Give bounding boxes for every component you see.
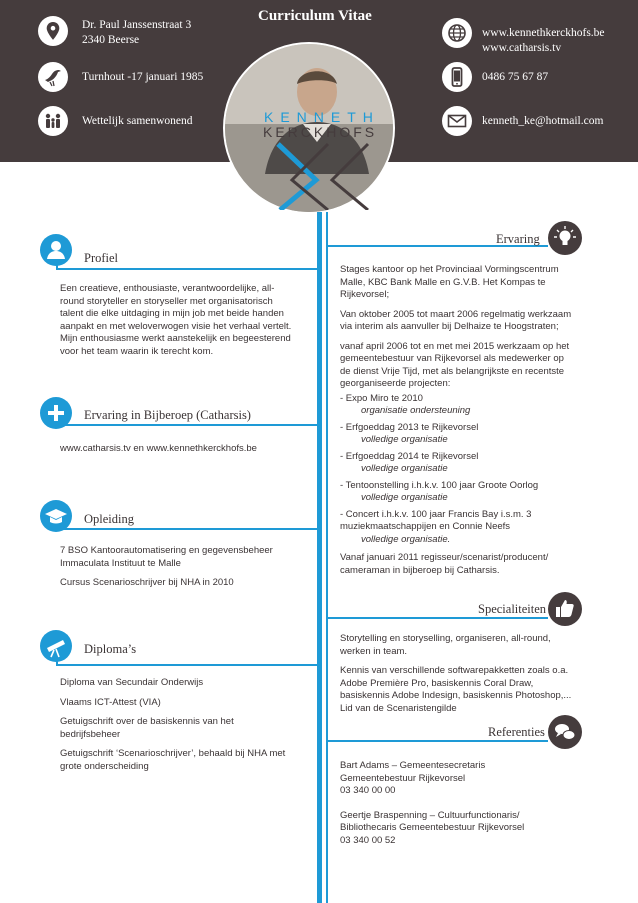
stork-icon — [38, 62, 68, 92]
profiel-text: Een creatieve, enthousiaste, verantwoordelijke, all-round storyteller en storyseller met organisatorisch talent die elke uitdaging in mijn job met beide handen aanpakt en met weloverwogen visie het verhaal vertelt. Mijn enthousiasme werkt aanstekelijk en begeesterend voor het team waarin ik terecht kom. — [60, 283, 292, 357]
address-line2: 2340 Beerse — [82, 34, 140, 46]
opleiding-line2: Cursus Scenarioschrijver bij NHA in 2010 — [60, 577, 234, 588]
birth-info: Turnhout -17 januari 1985 — [82, 71, 204, 83]
section-title-referenties: Referenties — [488, 725, 545, 739]
project-item — [340, 509, 576, 547]
mail-icon — [442, 106, 472, 136]
project-item — [340, 451, 576, 476]
globe-icon — [442, 18, 472, 48]
specialiteiten-text — [340, 633, 576, 722]
plus-icon — [40, 397, 72, 429]
thumbs-up-icon — [548, 592, 582, 626]
email-address[interactable]: kenneth_ke@hotmail.com — [482, 115, 604, 127]
diplomas-list — [60, 677, 296, 780]
project-item — [340, 422, 576, 447]
specialiteiten-p2: Kennis van verschillende softwarepakketten zoals o.a. Adobe Première Pro, basiskennis Coral Draw, basiskennis Adobe Indesign, basiskennis Photoshop,... — [340, 665, 572, 701]
person-icon — [40, 234, 72, 266]
name-last: KERCKHOFS — [263, 124, 378, 140]
spacer — [340, 798, 576, 810]
referenties-text — [340, 760, 576, 847]
ervaring-p2: Van oktober 2005 tot maart 2006 regelmatig werkzaam via interim als aanvuller bij Delhaize te Hoogstraten; — [340, 308, 572, 332]
diploma-item: Getuigschrift over de basiskennis van het bedrijfsbeheer — [60, 716, 234, 740]
reference-1-phone: 03 340 00 00 — [340, 785, 396, 796]
project-role: volledige organisatie — [361, 463, 448, 474]
reference-2-org: Bibliothecaris Gemeentebestuur Rijkevorsel — [340, 822, 525, 833]
section-title-profiel: Profiel — [84, 251, 119, 265]
reference-1-org: Gemeentebestuur Rijkevorsel — [340, 772, 466, 784]
address-line1: Dr. Paul Janssenstraat 3 — [82, 19, 192, 31]
project-name: - Tentoonstelling i.h.k.v. 100 jaar Groote Oorlog — [340, 479, 539, 491]
section-title-diplomas: Diploma’s — [84, 642, 137, 656]
page-title: Curriculum Vitae — [258, 8, 372, 24]
phone-number: 0486 75 67 87 — [482, 71, 549, 83]
name-first: KENNETH — [264, 109, 380, 125]
diploma-item: Getuigschrift ‘Scenarioschrijver’, behaald bij NHA met grote onderscheiding — [60, 748, 286, 772]
ervaring-p4: Vanaf januari 2011 regisseur/scenarist/producent/ cameraman in bijberoep bij Catharsis. — [340, 552, 549, 576]
chat-bubbles-icon — [548, 715, 582, 749]
website-2[interactable]: www.catharsis.tv — [482, 42, 562, 54]
connector-referenties — [326, 740, 548, 742]
family-icon — [38, 106, 68, 136]
reference-2-phone: 03 340 00 52 — [340, 834, 396, 846]
connector-bijberoep — [56, 424, 318, 426]
phone-icon — [442, 62, 472, 92]
website-1[interactable]: www.kennethkerckhofs.be — [482, 27, 605, 39]
location-pin-icon — [38, 16, 68, 46]
project-item — [340, 480, 576, 505]
opleiding-line1: 7 BSO Kantoorautomatisering en gegevensbeheer Immaculata Instituut te Malle — [60, 545, 273, 569]
connector-diplomas — [56, 664, 318, 666]
address — [82, 18, 191, 48]
bijberoep-text: www.catharsis.tv en www.kennethkerckhofs.be — [60, 443, 257, 454]
specialiteiten-p1: Storytelling en storyselling, organiseren, all-round, werken in team. — [340, 633, 551, 657]
connector-opleiding — [56, 528, 318, 530]
connector-profiel — [56, 268, 318, 270]
specialiteiten-p3: Lid van de Scenaristengilde — [340, 702, 457, 714]
reference-2-name: Geertje Braspenning – Cultuurfunctionaris/ — [340, 809, 520, 821]
connector-specialiteiten — [326, 617, 548, 619]
project-name: - Erfgoeddag 2014 te Rijkevorsel — [340, 450, 479, 462]
reference-1-name: Bart Adams – Gemeentesecretaris — [340, 760, 486, 771]
section-title-specialiteiten: Specialiteiten — [478, 602, 547, 616]
civil-status: Wettelijk samenwonend — [82, 115, 193, 127]
ervaring-text — [340, 264, 576, 584]
opleiding-text — [60, 545, 300, 597]
project-name: - Expo Miro te 2010 — [340, 392, 423, 404]
project-role: volledige organisatie — [361, 492, 448, 503]
graduation-cap-icon — [40, 500, 72, 532]
timeline-center — [317, 212, 322, 903]
project-role: volledige organisatie. — [361, 533, 451, 545]
diploma-item: Vlaams ICT-Attest (VIA) — [60, 696, 161, 708]
project-role: volledige organisatie — [361, 434, 448, 445]
project-role: organisatie ondersteuning — [361, 405, 471, 416]
lightbulb-icon — [548, 221, 582, 255]
timeline-center-thin — [326, 212, 328, 903]
project-name: - Erfgoeddag 2013 te Rijkevorsel — [340, 421, 479, 433]
section-title-bijberoep: Ervaring in Bijberoep (Catharsis) — [84, 408, 251, 422]
websites — [482, 26, 605, 56]
monogram-kk — [270, 140, 380, 210]
telescope-icon — [40, 630, 72, 662]
section-title-ervaring: Ervaring — [496, 232, 540, 246]
project-name: - Concert i.h.k.v. 100 jaar Francis Bay i.s.m. 3 muziekmaatschappijen en Connie Neefs — [340, 508, 532, 532]
ervaring-p3: vanaf april 2006 tot en met mei 2015 werkzaam op het gemeentebestuur van Rijkevorsel als medewerker op de dienst Vrije Tijd, met als belangrijkste en recentste georganiseerde projecten: — [340, 340, 570, 389]
section-title-opleiding: Opleiding — [84, 512, 134, 526]
ervaring-p1: Stages kantoor op het Provinciaal Vormingscentrum Malle, KBC Bank Malle en G.V.B. Het Kompas te Rijkevorsel; — [340, 264, 559, 300]
diploma-item: Diploma van Secundair Onderwijs — [60, 677, 204, 688]
project-item — [340, 393, 576, 418]
